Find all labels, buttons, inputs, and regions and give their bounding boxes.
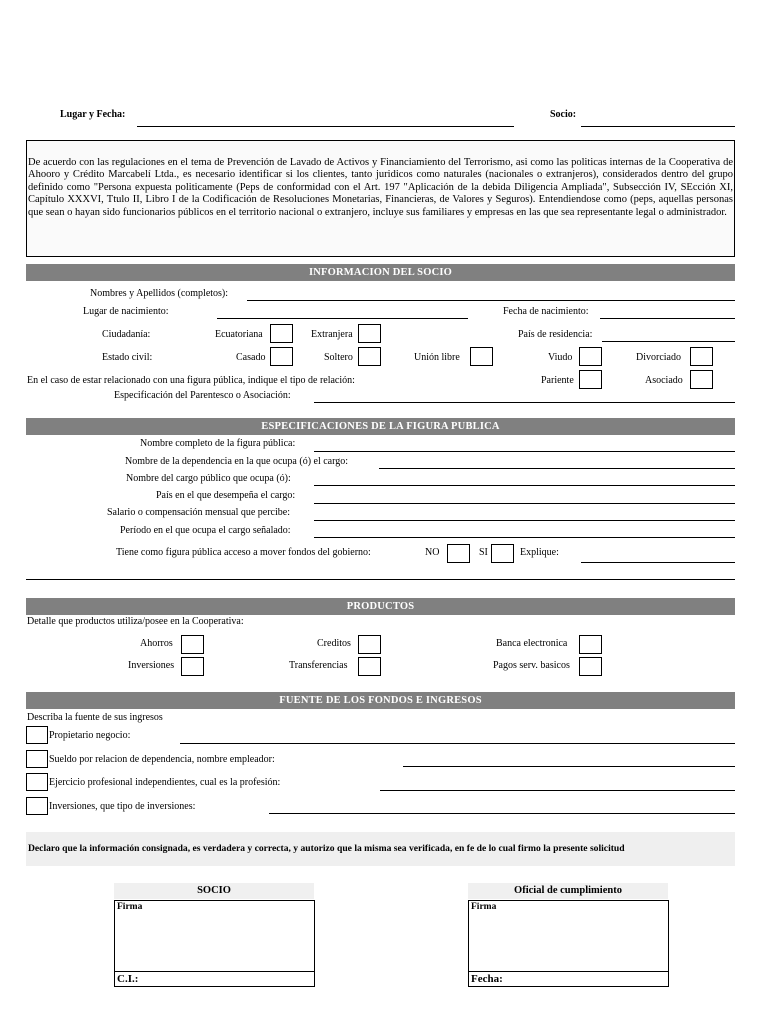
explain-label: Explique: (520, 547, 559, 558)
investments-label: Inversiones (128, 660, 175, 671)
funds-section-header: FUENTE DE LOS FONDOS E INGRESOS (26, 692, 735, 709)
declaration-text: Declaro que la información consignada, es verdadera y correcta, y autorizo que la misma sea verificada, en fe de lo cual firmo la presente solicitud (28, 843, 625, 854)
bill-pay-checkbox[interactable] (579, 657, 602, 676)
relative-label: Pariente (541, 375, 574, 386)
place-date-field[interactable] (137, 126, 514, 127)
credits-label: Creditos (317, 638, 351, 649)
member-label: Socio: (550, 109, 577, 120)
professional-field[interactable] (380, 790, 735, 791)
divorced-label: Divorciado (636, 352, 681, 363)
member-signature-divider (115, 971, 314, 972)
funds-access-no-checkbox[interactable] (447, 544, 470, 563)
birthdate-label: Fecha de nacimiento: (503, 306, 589, 317)
declaration-box (26, 832, 735, 866)
pf-full-name-label: Nombre completo de la figura pública: (140, 438, 296, 449)
transfers-label: Transferencias (289, 660, 348, 671)
funds-access-label: Tiene como figura pública acceso a mover fondos del gobierno: (116, 547, 371, 558)
savings-label: Ahorros (140, 638, 173, 649)
kinship-spec-field[interactable] (314, 402, 735, 403)
salary-source-field[interactable] (403, 766, 735, 767)
funds-access-no-label: NO (425, 547, 440, 558)
officer-date-label: Fecha: (471, 973, 503, 985)
funds-question: Describa la fuente de sus ingresos (27, 712, 163, 723)
business-owner-label: Propietario negocio: (49, 730, 131, 741)
products-question: Detalle que productos utiliza/posee en la Cooperativa: (27, 616, 244, 627)
full-name-label: Nombres y Apellidos (completos): (90, 288, 229, 299)
member-signature-box[interactable] (114, 900, 315, 987)
full-name-field[interactable] (247, 300, 735, 301)
pf-period-label: Período en el que ocupa el cargo señalado: (120, 525, 291, 536)
widowed-label: Viudo (548, 352, 573, 363)
business-owner-field[interactable] (180, 743, 735, 744)
place-date-label: Lugar y Fecha: (60, 109, 126, 120)
ebanking-checkbox[interactable] (579, 635, 602, 654)
professional-label: Ejercicio profesional independientes, cual es la profesión: (49, 777, 281, 788)
public-figure-section-header: ESPECIFICACIONES DE LA FIGURA PUBLICA (26, 418, 735, 435)
ecuadorian-label: Ecuatoriana (215, 329, 263, 340)
married-checkbox[interactable] (270, 347, 293, 366)
relative-checkbox[interactable] (579, 370, 602, 389)
intro-box (26, 140, 735, 257)
pf-salary-field[interactable] (314, 520, 735, 521)
transfers-checkbox[interactable] (358, 657, 381, 676)
investments-checkbox[interactable] (181, 657, 204, 676)
relation-question: En el caso de estar relacionado con una figura pública, indique el tipo de relación: (27, 375, 355, 386)
ebanking-label: Banca electronica (496, 638, 568, 649)
explain-field-continued[interactable] (26, 579, 735, 580)
pf-country-field[interactable] (314, 503, 735, 504)
professional-checkbox[interactable] (26, 773, 48, 791)
socio-section-header: INFORMACION DEL SOCIO (26, 264, 735, 281)
investment-source-field[interactable] (269, 813, 735, 814)
foreign-label: Extranjera (311, 329, 353, 340)
business-owner-checkbox[interactable] (26, 726, 48, 744)
member-field[interactable] (581, 126, 735, 127)
member-sign-label: Firma (117, 902, 143, 912)
investment-source-label: Inversiones, que tipo de inversiones: (49, 801, 196, 812)
products-section-header: PRODUCTOS (26, 598, 735, 615)
credits-checkbox[interactable] (358, 635, 381, 654)
investment-source-checkbox[interactable] (26, 797, 48, 815)
officer-signature-divider (469, 971, 668, 972)
associate-label: Asociado (645, 375, 683, 386)
pf-salary-label: Salario o compensación mensual que percibe: (107, 507, 290, 518)
free-union-checkbox[interactable] (470, 347, 493, 366)
civil-status-label: Estado civil: (102, 352, 153, 363)
single-checkbox[interactable] (358, 347, 381, 366)
bill-pay-label: Pagos serv. basicos (493, 660, 570, 671)
associate-checkbox[interactable] (690, 370, 713, 389)
married-label: Casado (236, 352, 266, 363)
birthdate-field[interactable] (600, 318, 735, 319)
pf-agency-field[interactable] (379, 468, 735, 469)
officer-signature-title: Oficial de cumplimiento (468, 883, 668, 899)
intro-text: De acuerdo con las regulaciones en el tema de Prevención de Lavado de Activos y Financiamiento del Terrorismo, asi como las politicas internas de la Cooperativa de Ahooro y Crédito Marcabelí Ltda., es necesario identificar si los clientes, tanto juridicos como naturales (nacionales o extranjeros), considerados dentro del grupo definido como "Persona expuesta politicamente (Peps de conformidad con el Art. 197 "Aplicación de la debida Diligencia Ampliada", Subsección IV, SEcción XI, Capítulo XXXVI, Ttulo II, Libro I de la Codificación de Resoluciones Monetarias, Financieras, de Valores y Seguros). Entendiendose como (peps, aquellas personas que sean o hayan sido funcionarios públicos en el territorio nacional o extranjero, incluye sus familiares y empresas en las que sea representante legal o administrador. (28, 157, 733, 218)
officer-sign-label: Firma (471, 902, 497, 912)
savings-checkbox[interactable] (181, 635, 204, 654)
pf-period-field[interactable] (314, 537, 735, 538)
pf-full-name-field[interactable] (314, 451, 735, 452)
funds-access-yes-label: SI (479, 547, 488, 558)
member-id-label: C.I.: (117, 973, 139, 985)
funds-access-yes-checkbox[interactable] (491, 544, 514, 563)
ecuadorian-checkbox[interactable] (270, 324, 293, 343)
widowed-checkbox[interactable] (579, 347, 602, 366)
residence-field[interactable] (602, 341, 735, 342)
foreign-checkbox[interactable] (358, 324, 381, 343)
pf-country-label: País en el que desempeña el cargo: (156, 490, 296, 501)
member-signature-title: SOCIO (114, 883, 314, 899)
single-label: Soltero (324, 352, 353, 363)
residence-label: País de residencia: (518, 329, 593, 340)
divorced-checkbox[interactable] (690, 347, 713, 366)
birthplace-label: Lugar de nacimiento: (83, 306, 169, 317)
salary-source-checkbox[interactable] (26, 750, 48, 768)
salary-source-label: Sueldo por relacion de dependencia, nombre empleador: (49, 754, 275, 765)
pf-position-label: Nombre del cargo público que ocupa (ó): (126, 473, 291, 484)
pf-agency-label: Nombre de la dependencia en la que ocupa (ó) el cargo: (125, 456, 349, 467)
explain-field[interactable] (581, 562, 735, 563)
pf-position-field[interactable] (314, 485, 735, 486)
citizenship-label: Ciudadanía: (102, 329, 151, 340)
kinship-spec-label: Especificación del Parentesco o Asociación: (114, 390, 291, 401)
birthplace-field[interactable] (217, 318, 468, 319)
free-union-label: Unión libre (414, 352, 460, 363)
officer-signature-box[interactable] (468, 900, 669, 987)
